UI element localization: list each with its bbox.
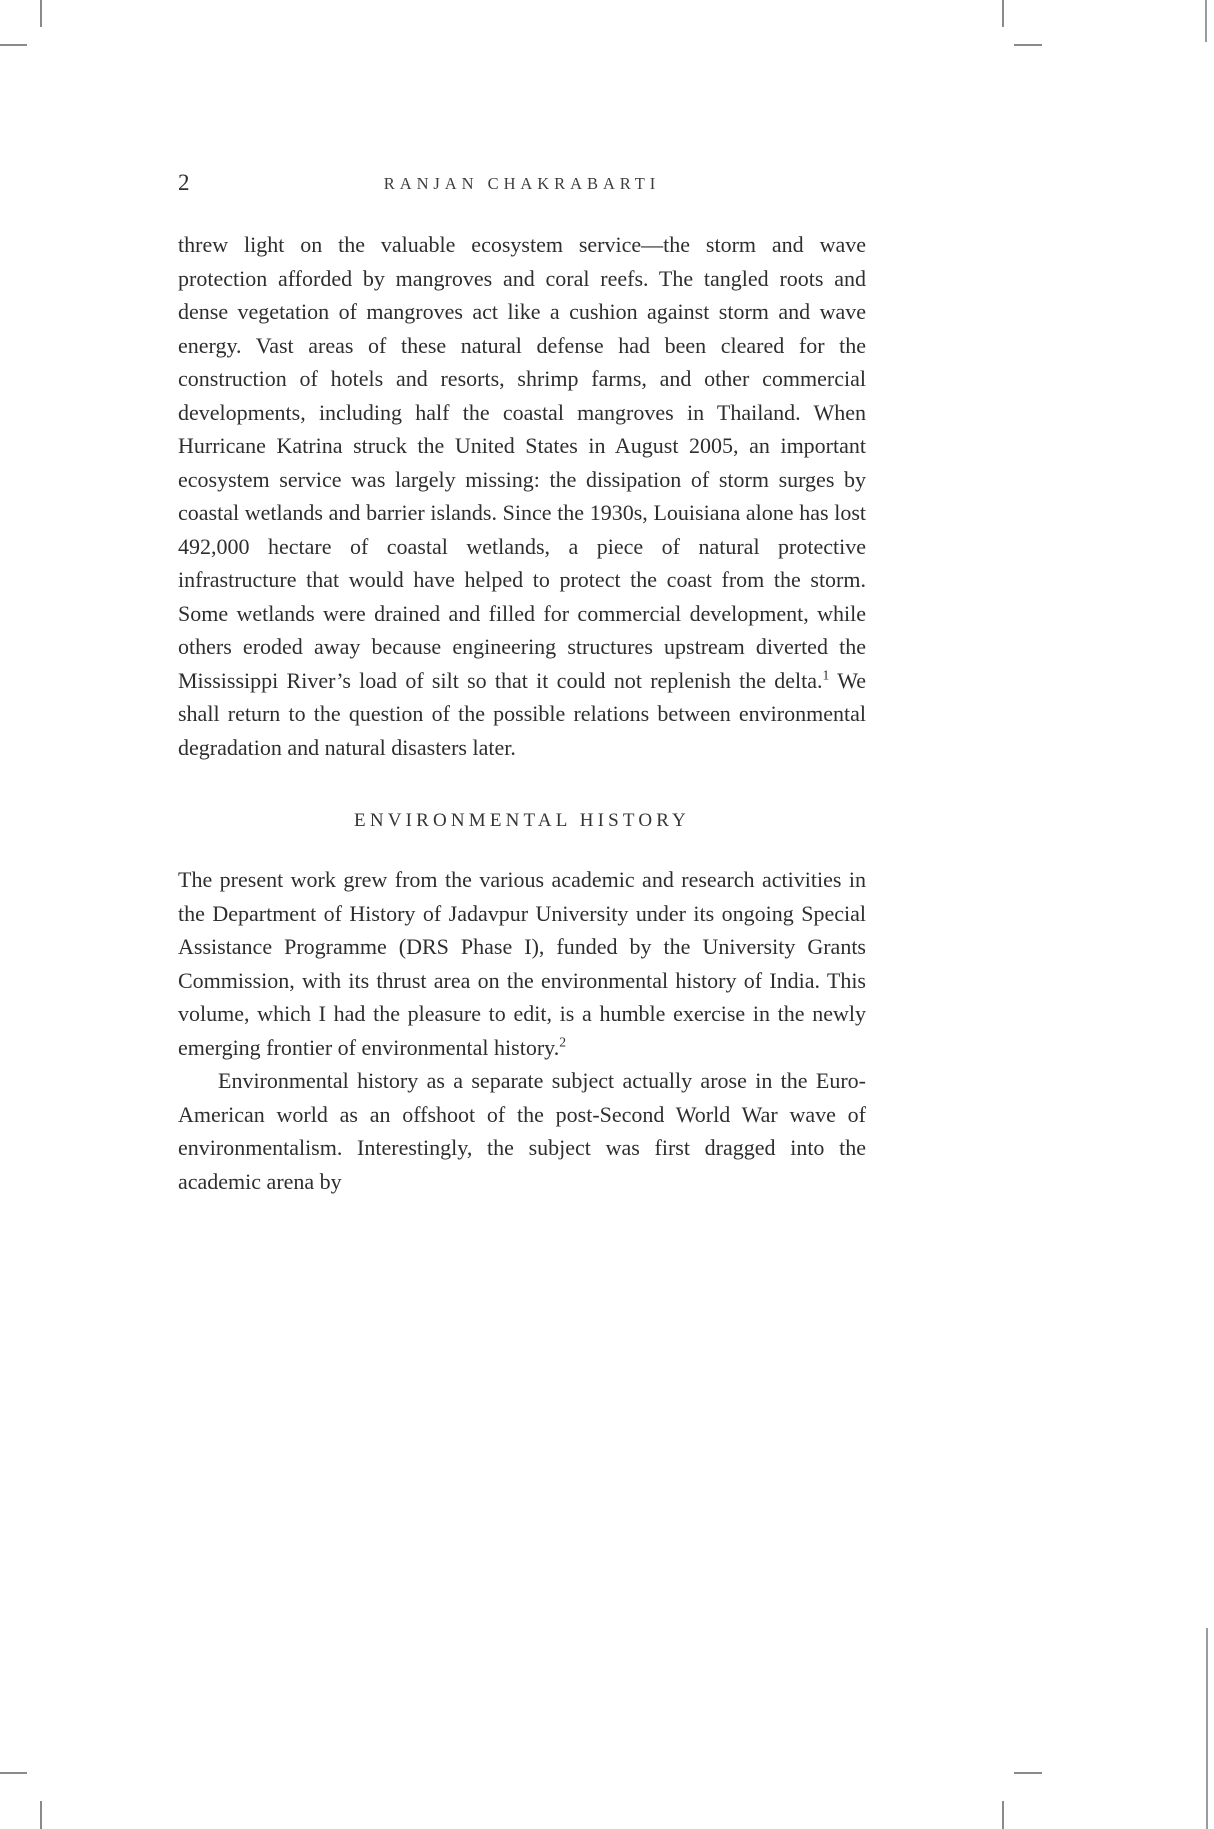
paragraph-3: Environmental history as a separate subject actually arose in the Euro-American world as an offshoot of the post-Second World War wave of environmentalism. Interestingly, the subject was first dragged into the academic arena by	[178, 1068, 866, 1194]
page-header	[178, 170, 866, 202]
paragraph-1-text: threw light on the valuable ecosystem service—the storm and wave protection afforded by mangroves and coral reefs. The tangled roots and dense vegetation of mangroves act like a cushion against storm and wave energy. Vast areas of these natural defense had been cleared for the construction of hotels and resorts, shrimp farms, and other commercial developments, including half the coastal mangroves in Thailand. When Hurricane Katrina struck the United States in August 2005, an important ecosystem service was largely missing: the dissipation of storm surges by coastal wetlands and barrier islands. Since the 1930s, Louisiana alone has lost 492,000 hectare of coastal wetlands, a piece of natural protective infrastructure that would have helped to protect the coast from the storm. Some wetlands were drained and filled for commercial development, while others eroded away because engineering structures upstream diverted the Mississippi River’s load of silt so that it could not replenish the delta.	[178, 232, 866, 693]
crop-mark-top-right-horizontal	[1014, 44, 1042, 46]
scan-edge-top-right	[1205, 0, 1207, 42]
paragraph-1	[178, 228, 866, 764]
text-block	[178, 228, 866, 1198]
crop-mark-top-right-vertical	[1002, 0, 1004, 27]
paragraph-2	[178, 863, 866, 1064]
page-number: 2	[178, 170, 190, 195]
paragraph-1-continuation: We shall return to the question of the possible relations between environmental degradation and natural disasters later.	[178, 667, 867, 760]
footnote-ref-2: 2	[559, 1034, 567, 1050]
footnote-ref-1: 1	[822, 667, 830, 683]
crop-mark-bottom-right-horizontal	[1014, 1772, 1042, 1774]
running-header-title: RANJAN CHAKRABARTI	[383, 174, 661, 193]
crop-mark-bottom-left-horizontal	[0, 1772, 27, 1774]
paragraph-2-text: The present work grew from the various academic and research activities in the Department of History of Jadavpur University under its ongoing Special Assistance Programme (DRS Phase I), funded by the University Grants Commission, with its thrust area on the environmental history of India. This volume, which I had the pleasure to edit, is a humble exercise in the newly emerging frontier of environmental history.	[178, 867, 866, 1060]
section-heading: ENVIRONMENTAL HISTORY	[354, 810, 690, 831]
crop-mark-bottom-right-vertical	[1002, 1801, 1004, 1829]
scan-edge-bottom-right	[1206, 1628, 1208, 1829]
crop-mark-top-left-horizontal	[0, 44, 27, 46]
crop-mark-top-left-vertical	[40, 0, 42, 27]
crop-mark-bottom-left-vertical	[40, 1801, 42, 1829]
